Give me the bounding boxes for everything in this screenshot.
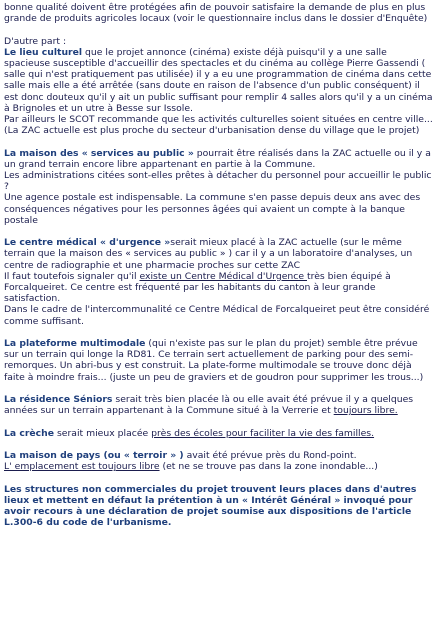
services-text: pourrait être réalisés dans la ZAC actuelle ou il y a un grand terrain encore libre appartenant en partie à la Commune. [4, 147, 431, 170]
pays-text-2b: (et ne se trouve pas dans la zone inondable...) [159, 461, 378, 473]
services-text-3: Une agence postale est indispensable. La commune s'en passe depuis deux ans avec des conséquences négatives pour les personnes âgées qui avaient un compte à la banque postale [4, 192, 421, 226]
creche-underlined: près des écoles pour faciliter la vie des familles. [151, 427, 375, 439]
medical-text-2b: très bien équipé à Forcalqueiret. Ce centre est fréquenté par les habitants du canton à leur grande satisfaction. [4, 270, 391, 305]
platform-text: (qui n'existe pas sur le plan du projet) semble être prévue sur un terrain qui longe la RD81. Ce terrain sert actuellement de parking pour des semi-remorques. Un abri-bus y est construit. La plate-forme multimodale se trouve donc déjà faite à moindre frais... (juste un peu de graviers et de goudron pour supprimer les trous...) [4, 338, 424, 383]
services-section [4, 148, 434, 170]
pays-section [4, 450, 434, 461]
seniors-text: serait très bien placée là ou elle avait été prévue il y a quelques années sur un terrain appartenant à la Commune situé à la Verrerie et [4, 394, 414, 417]
creche-heading: La crèche [4, 427, 55, 439]
conclusion-paragraph: Les structures non commerciales du projet trouvent leurs places dans d'autres lieux et mettent en défaut la prétention à un « Intérêt Général » invoqué pour avoir recours à une déclaration de projet soumise aux dispositions de l'article L.300-6 du code de l'urbanisme. [4, 483, 417, 529]
services-heading: La maison des « services au public » [4, 147, 194, 159]
medical-underlined: existe un Centre Médical d'Urgence [139, 270, 307, 282]
medical-section [4, 237, 434, 271]
creche-text: serait mieux placée [54, 427, 152, 439]
medical-text-2 [4, 271, 434, 305]
intro-lead: D'autre part : [4, 35, 67, 47]
creche-section [4, 428, 434, 439]
pays-text-2 [4, 461, 434, 472]
services-text-2: Les administrations citées sont-elles prêtes à détacher du personnel pour accueillir le public ? [4, 170, 432, 193]
pays-underlined: L' emplacement est toujours libre [4, 461, 160, 473]
culture-section [4, 47, 434, 114]
seniors-heading: La résidence Séniors [4, 394, 113, 406]
seniors-section [4, 394, 434, 416]
medical-text-3: Dans le cadre de l'intercommunalité ce Centre Médical de Forcalqueiret peut être considéré comme suffisant. [4, 304, 430, 327]
medical-heading: Le centre médical « d'urgence » [4, 237, 171, 249]
medical-text-2a: Il faut toutefois signaler qu'il [4, 270, 140, 282]
seniors-underlined: toujours libre. [333, 405, 398, 417]
intro-text: bonne qualité doivent être protégées afin de pouvoir satisfaire la demande de plus en plus grande de produits agricoles locaux (voir le questionnaire inclus dans le dossier d'Enquête) [4, 2, 428, 25]
platform-heading: La plateforme multimodale [4, 338, 146, 350]
culture-heading: Le lieu culturel [4, 46, 83, 58]
culture-text: que le projet annonce (cinéma) existe déjà puisqu'il y a une salle spacieuse susceptible d'accueillir des spectacles et du cinéma au collège Pierre Gassendi ( salle qui n'est pratiquement pas utilisée) il y a eu une programmation de cinéma dans cette salle mais elle a été arrêtée (sans doute en raison de l'absence d'un public conséquent) il est donc douteux qu'il y ait un public suffisant pour remplir 4 salles alors qu'il y a un cinéma à Brignoles et un utre à Besse sur Issole. [4, 46, 433, 114]
culture-text-3: (La ZAC actuelle est plus proche du secteur d'urbanisation dense du village que le projet) [4, 125, 420, 137]
pays-text: avait été prévue près du Rond-point. [183, 450, 357, 462]
intro-paragraph [4, 2, 434, 24]
medical-text: serait mieux placé à la ZAC actuelle (sur le même terrain que la maison des « services au public » ) car il y a un laboratoire d'analyses, un centre de radiographie et une pharmacie proches sur cette ZAC [4, 237, 413, 271]
pays-heading: La maison de pays (ou « terroir » ) [4, 450, 184, 462]
platform-section [4, 338, 434, 383]
culture-text-2: Par ailleurs le SCOT recommande que les activités culturelles soient situées en centre ville... [4, 114, 433, 126]
